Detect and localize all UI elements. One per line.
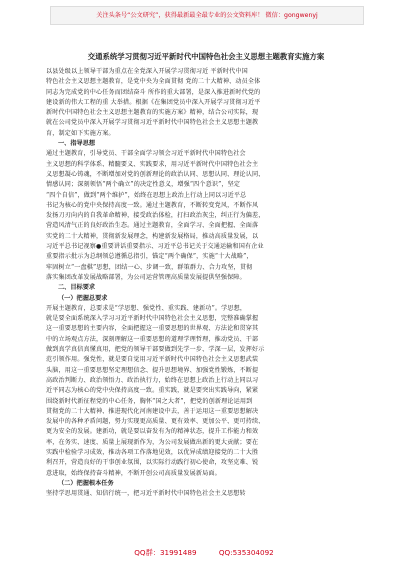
text-line: “四个自信”，做到“两个维护”，始终在思想上政治上行动上同以习近平总 bbox=[46, 191, 247, 199]
text-line: 主义思想的科学体系、精髓要义、实践要求，用习近平新时代中国特色社会主 bbox=[46, 160, 259, 168]
text-line: 习近平总书记视察●重要讲话重要指示、习近平总书记关于交通运输和国有企业 bbox=[46, 243, 264, 251]
text-line: 以县处级以上领导干部为重点在全党深入开展学习贯彻习近 平新时代中国 bbox=[46, 68, 248, 75]
text-line: 通过主题教育，引导党员、干部全面学习领会习近平新时代中国特色社会 bbox=[46, 150, 246, 158]
text-line: 贯彻党的二十大精神、推进现代化河南建设中去，善于运用这一重要思想解决 bbox=[46, 407, 259, 415]
section-paragraph bbox=[46, 149, 366, 283]
text-line: 实践中检验学习成效，推动各项工作落地见效，以优异成绩迎接党的二十大胜 bbox=[46, 448, 259, 456]
document-title: 交通系统学习贯彻习近平新时代中国特色社会主义思想主题教育实施方案 bbox=[87, 52, 325, 61]
text-line: 书记为核心的党中央保持高度一致。通过主题教育，不断转变党风，不断作风 bbox=[46, 201, 259, 209]
section-heading: 二、目标要求 bbox=[58, 284, 96, 292]
text-line: 这一重要思想的主要内容，全面把握这一重要思想的世界观、方法论和贯穿其 bbox=[46, 325, 259, 333]
section-paragraph bbox=[46, 304, 366, 479]
text-line: 发展中的各种矛盾问题，努力实现更高质量、更有效率、更加公平、更可持续、 bbox=[46, 418, 265, 426]
text-line: 建设新的伟大工程的重 大举措。根据《在集团党员中深入开展学习贯彻习近平 bbox=[46, 98, 261, 106]
text-line: 就是要全面系统深入学习习近平新时代中国特色社会主义思想，完整准确掌握 bbox=[46, 315, 259, 323]
text-line: 坚持学思用贯通、知信行统一，把习近平新时代中国特色社会主义思想转 bbox=[46, 490, 246, 498]
section-heading: 一、指导思想 bbox=[58, 140, 96, 148]
text-line: 特色社会主义思想主题教育，是党中央为全面贯彻 党的二十大精神、动员全体 bbox=[46, 78, 261, 86]
text-line: 近平同志为核心的党中央保持高度一致。重实践，就是要突出实践导向，紧紧 bbox=[46, 387, 259, 395]
section-paragraph bbox=[46, 489, 366, 499]
text-line: 头脑，用这一重要思想坚定理想信念、提升思想境界、加强党性锻炼，不断提 bbox=[46, 366, 259, 374]
text-line: 落实集团改革发展战略部署，为公司运营管理高质量发展提供坚强保障。 bbox=[46, 273, 246, 281]
text-line: 义思想凝心铸魂，不断增加对党的创新理论的政治认同、思想认同、理论认同、 bbox=[46, 170, 265, 178]
text-line: 更为安全的发展。建新功，就是要以奋发有为的精神状态，提升工作能力和效 bbox=[46, 428, 259, 436]
text-line: 情感认同；深刻领悟“两个确立”的决定性意义，增强“四个意识”，坚定 bbox=[46, 181, 241, 189]
intro-paragraph bbox=[46, 67, 366, 139]
footer-qq: QQ:535304092 bbox=[218, 548, 274, 557]
footer-contact bbox=[0, 548, 408, 558]
text-line: 开展主题教育，总要求是“学思想、强党性、重实践、建新功”。学思想， bbox=[46, 304, 247, 312]
document-body bbox=[46, 52, 366, 499]
text-line: 范引领作用。强党性，就是要自觉用习近平新时代中国特色社会主义思想武装 bbox=[46, 356, 259, 364]
text-line: 高政治判断力、政治领悟力、政治执行力，始终在思想上政治上行动上同以习 bbox=[46, 376, 259, 384]
text-line: 围绕新时代新征程党的中心任务，胸怀“国之大者”，把党的创新理论运用到 bbox=[46, 397, 253, 405]
text-line: 发扬刀刃向内的自我革命精神，接受政治体检，打扫政治灰尘，纠正行为偏差， bbox=[46, 212, 265, 220]
text-line: 育，制定如下实施方案。 bbox=[46, 129, 115, 137]
text-line: 意进取，始终保持奋斗精神，不断开创公司高质量发展新局面。 bbox=[46, 469, 221, 477]
top-banner: 关注头条号“公文研究”，获得最新最全最专业的公文资料库！ 微信：gongwenyj bbox=[50, 6, 364, 25]
text-line: 中的立场观点方法，深刻理解这一重要思想的道理学理哲理，推动党员、干部 bbox=[46, 335, 259, 343]
text-line: 同志为完成党的中心任务而团结奋斗 所作的重大部署，是深入推进新时代党的 bbox=[46, 88, 261, 96]
subsection-heading: （二）把握根本任务 bbox=[58, 479, 114, 487]
footer-qq-group: QQ群：31991489 bbox=[134, 548, 197, 557]
text-line: 率，在务实、速度、质量上展现新作为，为公司发展做出新的更大贡献；要在 bbox=[46, 438, 259, 446]
text-line: 利召开，营造良好的干事创业氛围，以实际行动践行初心使命，攻坚克难、锐 bbox=[46, 459, 259, 467]
text-line: 就在公司党员中深入开展学习贯彻习近平新时代中国特色社会主义思想主题教 bbox=[46, 119, 259, 127]
text-line: 新时代中国特色社会主义思想主题教育的实施方案》精神，结合公司实际，现 bbox=[46, 109, 259, 117]
text-line: 实党的二十大精神，贯彻新发展理念，构建新发展格局，推动高质量发展，以 bbox=[46, 232, 259, 240]
text-line: 做到真学真信真懂真用，把党的领导干部要做到先学一步、学深一层，发挥好示 bbox=[46, 346, 265, 354]
text-line: 牢固树立“一盘棋”思想，团结一心、步调一致，群策群力、合力攻坚，贯彻 bbox=[46, 263, 253, 271]
text-line: 营造风清气正的良好政治生态。通过主题教育，全面学习、全面把握、全面落 bbox=[46, 222, 259, 230]
subsection-heading: （一）把握总要求 bbox=[58, 294, 108, 302]
text-line: 重要指示批示为总纲领总遵循总指引，锚定“两个确保”，实施“十大战略”， bbox=[46, 253, 253, 261]
